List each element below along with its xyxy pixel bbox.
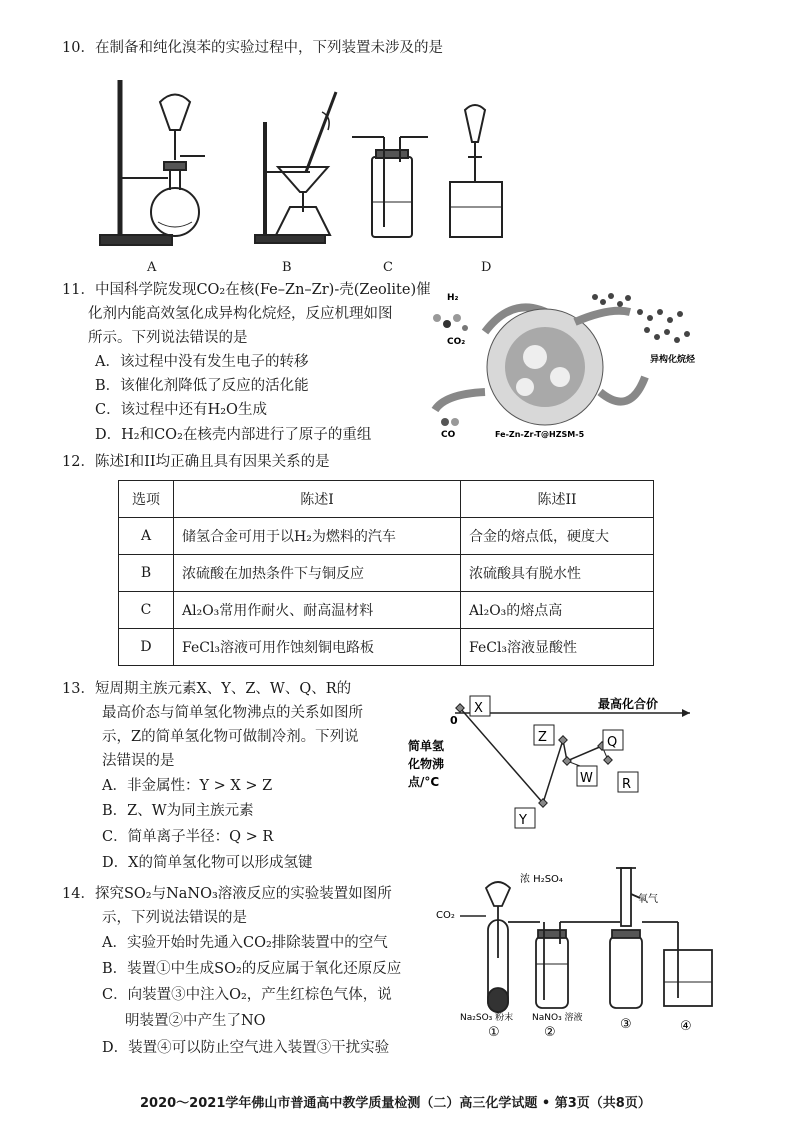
row-statement-2: 浓硫酸具有脱水性 xyxy=(461,555,654,592)
q11-option-a: A．该过程中没有发生电子的转移 xyxy=(95,354,309,370)
header-option: 选项 xyxy=(119,481,174,518)
q10-label-a: A xyxy=(147,260,157,275)
row-statement-2: FeCl₃溶液显酸性 xyxy=(461,629,654,666)
row-statement-1: 储氢合金可用于以H₂为燃料的汽车 xyxy=(174,518,461,555)
point-label-w: W xyxy=(580,771,593,786)
row-statement-1: Al₂O₃常用作耐火、耐高温材料 xyxy=(174,592,461,629)
q12-table xyxy=(118,480,654,666)
q14-stem-line2: 示，下列说法错误的是 xyxy=(102,910,247,926)
y-axis-label-1: 简单氢 xyxy=(408,739,445,753)
q11-stem-line2: 化剂内能高效氢化成异构化烷烃，反应机理如图 xyxy=(88,306,393,322)
header-statement-2: 陈述II xyxy=(461,481,654,518)
q14-option-c-line2: 明装置②中产生了NO xyxy=(125,1013,266,1029)
q13-stem-line1: 13．短周期主族元素X、Y、Z、W、Q、R的 xyxy=(62,681,352,697)
point-label-r: R xyxy=(622,777,632,792)
x-axis-label: 最高化合价 xyxy=(598,697,659,711)
apparatus-b xyxy=(255,92,336,243)
num-3: ③ xyxy=(620,1017,632,1032)
q11-option-c: C．该过程中还有H₂O生成 xyxy=(95,402,267,418)
row-statement-2: 合金的熔点低，硬度大 xyxy=(461,518,654,555)
q14-option-d: D．装置④可以防止空气进入装置③干扰实验 xyxy=(102,1040,390,1056)
q13-stem-line4: 法错误的是 xyxy=(102,753,175,769)
co2-label: CO₂ xyxy=(436,910,455,921)
row-statement-2: Al₂O₃的熔点高 xyxy=(461,592,654,629)
q11-co-label: CO xyxy=(441,430,456,440)
q11-option-b: B．该催化剂降低了反应的活化能 xyxy=(95,378,309,394)
q13-option-b: B．Z、W为同主族元素 xyxy=(102,803,254,819)
q11-product-label: 异构化烷烃 xyxy=(650,355,696,365)
table-row xyxy=(119,629,654,666)
apparatus-c xyxy=(352,137,428,237)
row-option: D xyxy=(119,629,174,666)
q10-label-b: B xyxy=(282,260,292,275)
num-4: ④ xyxy=(680,1019,692,1034)
row-option: A xyxy=(119,518,174,555)
q14-apparatus-figure xyxy=(428,858,718,1038)
q11-stem-line3: 所示。下列说法错误的是 xyxy=(88,330,248,346)
o2-label: 氧气 xyxy=(638,894,658,905)
q12-stem: 12．陈述I和II均正确且具有因果关系的是 xyxy=(62,454,330,470)
q14-stem-line1: 14．探究SO₂与NaNO₃溶液反应的实验装置如图所 xyxy=(62,886,392,902)
q14-option-a: A．实验开始时先通入CO₂排除装置中的空气 xyxy=(102,935,388,951)
q10-stem: 10．在制备和纯化溴苯的实验过程中，下列装置未涉及的是 xyxy=(62,40,443,56)
origin-label: 0 xyxy=(450,714,458,727)
header-statement-1: 陈述I xyxy=(174,481,461,518)
page-footer: 2020～2021学年佛山市普通高中教学质量检测（二）高三化学试题 • 第3页（共8页） xyxy=(140,1096,651,1111)
table-row xyxy=(119,518,654,555)
acid-label: 浓 H₂SO₄ xyxy=(520,874,563,885)
point-label-y: Y xyxy=(519,813,527,828)
table-header-row xyxy=(119,481,654,518)
q14-option-b: B．装置①中生成SO₂的反应属于氧化还原反应 xyxy=(102,961,402,977)
point-label-z: Z xyxy=(538,730,547,745)
row-statement-1: FeCl₃溶液可用作蚀刻铜电路板 xyxy=(174,629,461,666)
q13-option-d: D．X的简单氢化物可以形成氢键 xyxy=(102,855,313,871)
point-label-x: X xyxy=(474,701,483,716)
table-row xyxy=(119,592,654,629)
table-row xyxy=(119,555,654,592)
y-axis-label-3: 点/°C xyxy=(408,775,440,789)
q13-element-graph xyxy=(400,688,700,838)
q13-option-c: C．简单离子半径：Q > R xyxy=(102,829,274,845)
point-label-q: Q xyxy=(607,735,618,750)
row-option: B xyxy=(119,555,174,592)
q10-label-c: C xyxy=(383,260,393,275)
q13-option-a: A．非金属性：Y > X > Z xyxy=(102,778,273,794)
na2so3-label: Na₂SO₃ 粉末 xyxy=(460,1013,514,1023)
apparatus-d xyxy=(450,105,502,237)
row-statement-1: 浓硫酸在加热条件下与铜反应 xyxy=(174,555,461,592)
q13-stem-line3: 示，Z的简单氢化物可做制冷剂。下列说 xyxy=(102,729,359,745)
num-2: ② xyxy=(544,1025,556,1038)
apparatus-a xyxy=(100,80,205,245)
q11-co2-label: CO₂ xyxy=(447,337,466,347)
q11-catalyst-label: Fe-Zn-Zr-T@HZSM-5 xyxy=(495,430,585,439)
q11-mechanism-figure xyxy=(425,282,715,444)
num-1: ① xyxy=(488,1025,500,1038)
q11-stem-line1: 11．中国科学院发现CO₂在核(Fe–Zn–Zr)-壳(Zeolite)催 xyxy=(62,282,431,298)
q10-apparatus-figure xyxy=(90,72,530,277)
row-option: C xyxy=(119,592,174,629)
q11-h2-label: H₂ xyxy=(447,293,459,303)
q13-stem-line2: 最高价态与简单氢化物沸点的关系如图所 xyxy=(102,705,363,721)
q10-label-d: D xyxy=(481,260,492,275)
q11-option-d: D．H₂和CO₂在核壳内部进行了原子的重组 xyxy=(95,427,372,443)
nano3-label: NaNO₃ 溶液 xyxy=(532,1013,583,1023)
q14-option-c-line1: C．向装置③中注入O₂，产生红棕色气体，说 xyxy=(102,987,392,1003)
y-axis-label-2: 化物沸 xyxy=(408,757,445,771)
